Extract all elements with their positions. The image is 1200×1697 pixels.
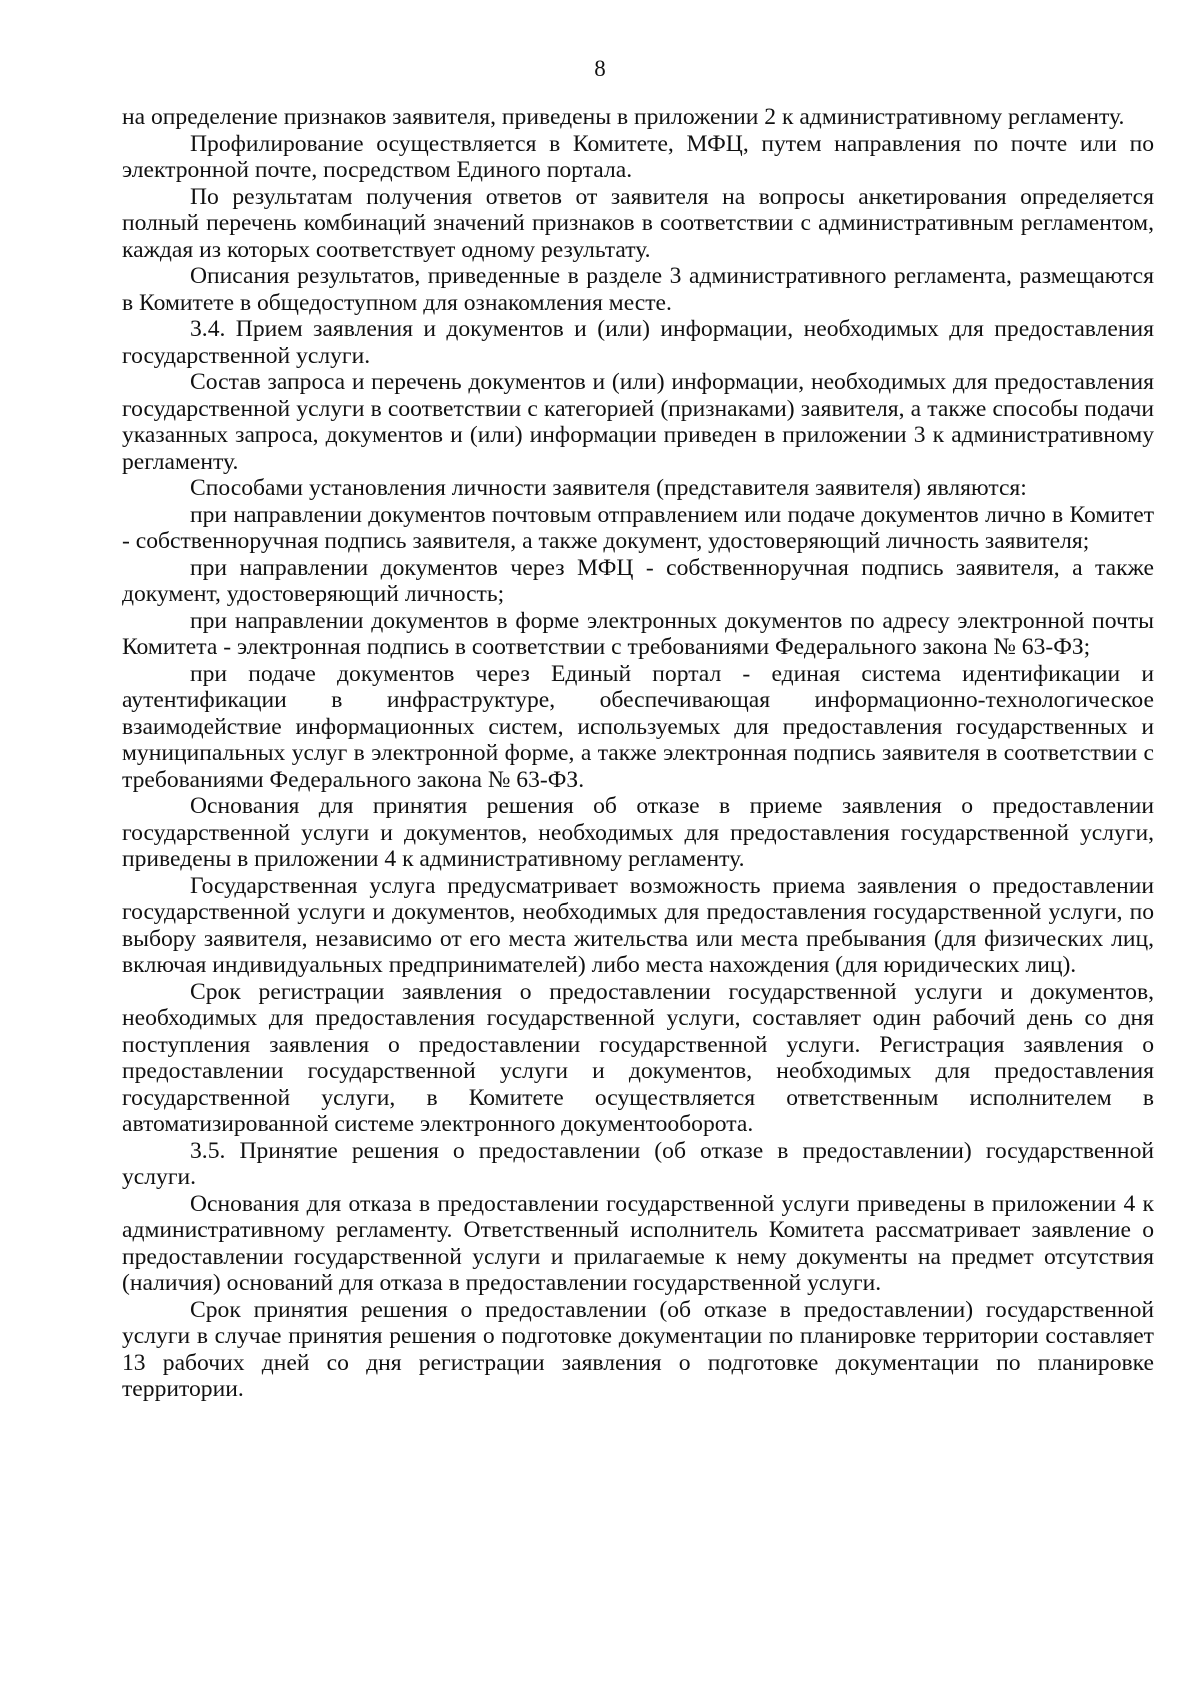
list-item: при направлении документов почтовым отправлением или подаче документов лично в Комитет - собственноручная подпись заявителя, а также документ, удостоверяющий личность заявителя; <box>122 501 1154 554</box>
paragraph: Состав запроса и перечень документов и (или) информации, необходимых для предоставления государственной услуги в соответствии с категорией (признаками) заявителя, а также способы подачи указанных запроса, документов и (или) информации приведен в приложении 3 к административному регламенту. <box>122 369 1154 475</box>
paragraph: Основания для отказа в предоставлении государственной услуги приведены в приложении 4 к административному регламенту. Ответственный исполнитель Комитета рассматривает заявление о предоставлении государственной услуги и прилагаемые к нему документы на предмет отсутствия (наличия) оснований для отказа в предоставлении государственной услуги. <box>122 1190 1154 1296</box>
paragraph: По результатам получения ответов от заявителя на вопросы анкетирования определяется полный перечень комбинаций значений признаков в соответствии с административным регламентом, каждая из которых соответствует одному результату. <box>122 183 1154 263</box>
list-item: при подаче документов через Единый портал - единая система идентификации и аутентификации в инфраструктуре, обеспечивающая информационно-технологическое взаимодействие информационных систем, используемых для предоставления государственных и муниципальных услуг в электронной форме, а также электронная подпись заявителя в соответствии с требованиями Федерального закона № 63-ФЗ. <box>122 660 1154 793</box>
paragraph: Срок регистрации заявления о предоставлении государственной услуги и документов, необходимых для предоставления государственной услуги, составляет один рабочий день со дня поступления заявления о предоставлении государственной услуги. Регистрация заявления о предоставлении государственной услуги и документов, необходимых для предоставления государственной услуги, в Комитете осуществляется ответственным исполнителем в автоматизированной системе электронного документооборота. <box>122 978 1154 1137</box>
page-number: 8 <box>594 56 606 81</box>
document-body <box>122 104 1154 1403</box>
list-item: при направлении документов через МФЦ - собственноручная подпись заявителя, а также документ, удостоверяющий личность; <box>122 554 1154 607</box>
paragraph: Срок принятия решения о предоставлении (об отказе в предоставлении) государственной услуги в случае принятия решения о подготовке документации по планировке территории составляет 13 рабочих дней со дня регистрации заявления о подготовке документации по планировке территории. <box>122 1296 1154 1402</box>
section-heading-3-4: 3.4. Прием заявления и документов и (или) информации, необходимых для предоставления государственной услуги. <box>122 316 1154 369</box>
list-item: при направлении документов в форме электронных документов по адресу электронной почты Комитета - электронная подпись в соответствии с требованиями Федерального закона № 63-ФЗ; <box>122 607 1154 660</box>
paragraph: Профилирование осуществляется в Комитете, МФЦ, путем направления по почте или по электронной почте, посредством Единого портала. <box>122 130 1154 183</box>
paragraph: на определение признаков заявителя, приведены в приложении 2 к административному регламенту. <box>122 104 1125 130</box>
paragraph: Основания для принятия решения об отказе в приеме заявления о предоставлении государственной услуги и документов, необходимых для предоставления государственной услуги, приведены в приложении 4 к административному регламенту. <box>122 793 1154 872</box>
paragraph: Государственная услуга предусматривает возможность приема заявления о предоставлении государственной услуги и документов, необходимых для предоставления государственной услуги, по выбору заявителя, независимо от его места жительства или места пребывания (для физических лиц, включая индивидуальных предпринимателей) либо места нахождения (для юридических лиц). <box>122 872 1154 978</box>
section-heading-3-5: 3.5. Принятие решения о предоставлении (об отказе в предоставлении) государственной услуги. <box>122 1137 1154 1190</box>
paragraph: Способами установления личности заявителя (представителя заявителя) являются: <box>190 475 1027 501</box>
paragraph: Описания результатов, приведенные в разделе 3 административного регламента, размещаются в Комитете в общедоступном для ознакомления месте. <box>122 263 1154 316</box>
